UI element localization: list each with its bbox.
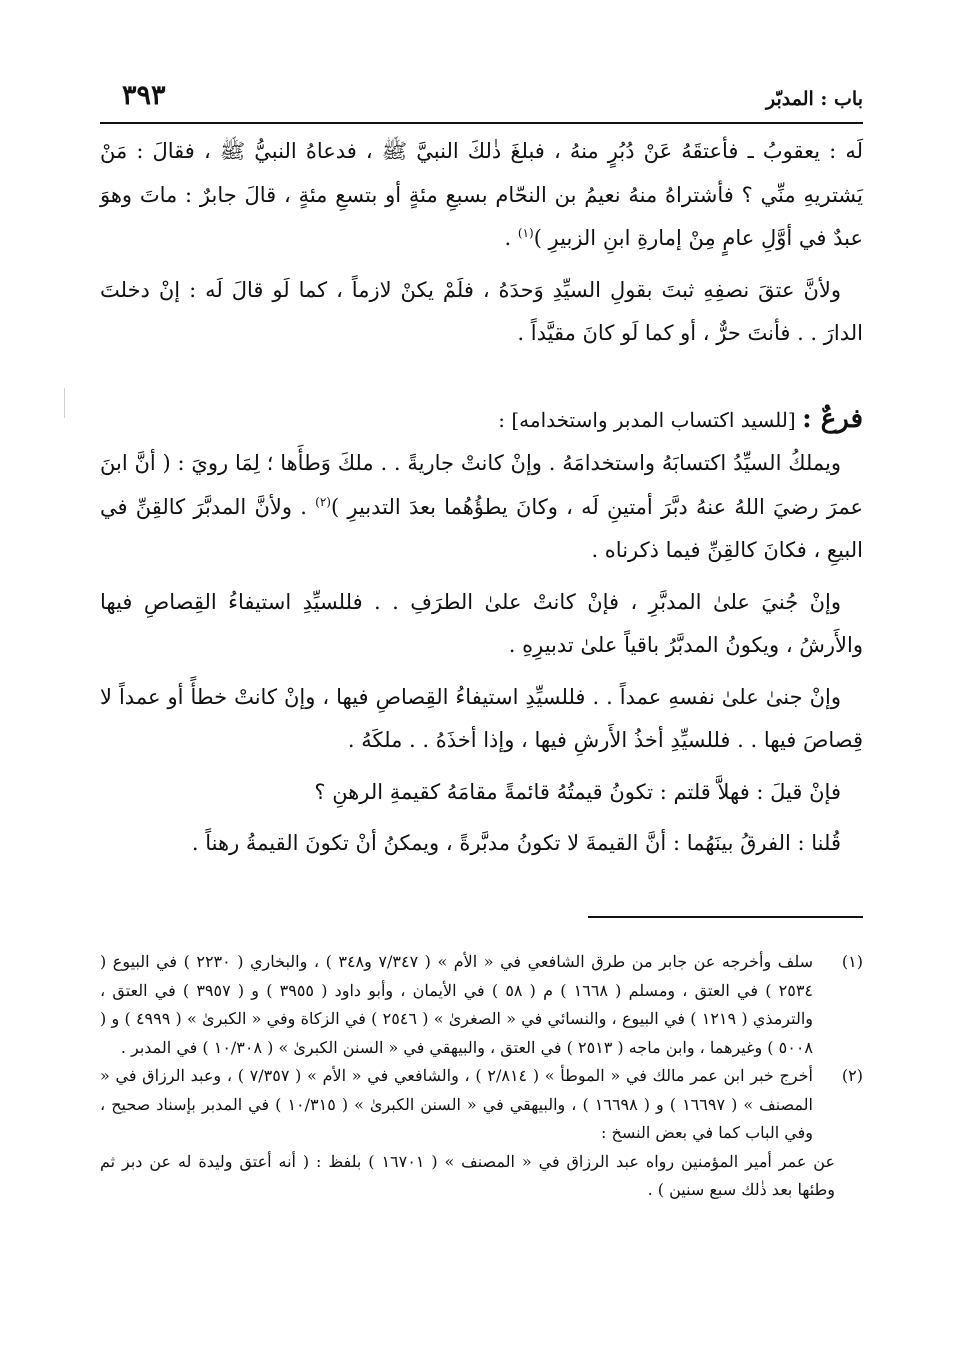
- paragraph-text: . ولأنَّ المدبَّرَ كالقِنِّ في البيعِ ، فكانَ كالقِنِّ فيما ذكرناه .: [100, 494, 863, 562]
- paragraph: قُلنا : الفرقُ بينَهُما : أنَّ القيمةَ لا تكونُ مدبَّرةً ، ويمكنُ أنْ تكونَ القيمةُ رهناً .: [191, 831, 841, 855]
- paragraph: وإنْ جُنيَ علىٰ المدبَّرِ ، فإنْ كانتْ علىٰ الطرَفِ . . فللسيِّدِ استيفاءُ القِصاصِ فيها والأَرشُ ، ويكونُ المدبَّرُ باقياً علىٰ تدبيرِهِ .: [100, 589, 863, 657]
- footnote-ref[interactable]: (٢): [315, 494, 331, 509]
- footnote-ref[interactable]: (١): [517, 226, 534, 240]
- paragraph: ولأنَّ عتقَ نصفِهِ ثبتَ بقولِ السيِّدِ وَحدَهُ ، فلَمْ يكنْ لازماً ، كما لَو قالَ لَه : إنْ دخلتَ الدارَ . . فأنتَ حرٌّ ، أو كما لَو كانَ مقيَّداً .: [100, 277, 863, 345]
- footnote-rule: [588, 916, 863, 918]
- heading-label: فرعٌ :: [802, 403, 863, 434]
- page-number: ٣٩٣: [122, 80, 166, 111]
- footnote-2: [100, 1062, 863, 1148]
- paragraph: وإنْ جنىٰ علىٰ نفسهِ عمداً . . فللسيِّدِ استيفاءُ القِصاصِ فيها ، وإنْ كانتْ خطأً أو عمداً لا قِصاصَ فيها . . فللسيِّدِ أخذُ الأَرشِ فيها ، وإذا أخذَهُ . . ملكَهُ .: [100, 684, 863, 752]
- paragraph-text: لَه : يعقوبُ ـ فأعتقَهُ عَنْ دُبُرٍ منهُ ، فبلغَ ذٰلكَ النبيَّ ﷺ ، فدعاهُ النبيُّ ﷺ ، فقالَ : مَنْ يَشتريهِ منِّي ؟ فأشتراهُ منهُ نعيمُ بن النحّام بسبعِ مئةٍ أو بتسعِ مئةٍ ، قالَ جابرٌ : ماتَ وهوَ عبدٌ في أوَّلِ عامٍ مِنْ إمارةِ ابنِ الزبيرِ ): [100, 139, 863, 250]
- footnotes: [100, 948, 863, 1205]
- section-heading: [100, 398, 863, 443]
- footnote-number: (١): [841, 952, 863, 971]
- running-head: باب : المدبّر: [765, 88, 863, 110]
- paragraph-end: .: [504, 226, 518, 250]
- page-header: [100, 78, 863, 118]
- paragraph-text: ويملكُ السيِّدُ اكتسابَهُ واستخدامَهُ . وإنْ كانتْ جاريةً . . ملكَ وَطأَها ؛ لِمَا رويَ : ( أنَّ ابنَ عمرَ رضيَ اللهُ عنهُ دبَّرَ أمتينِ لَه ، وكانَ يطؤُهُما بعدَ التدبيرِ ): [100, 451, 863, 519]
- heading-title: [للسيد اكتساب المدبر واستخدامه] :: [498, 407, 803, 432]
- footnote-continuation: عن عمر أمير المؤمنين رواه عبد الرزاق في « المصنف » ( ١٦٧٠١ ) بلفظ : ( أنه أعتق وليدة له عن دبر ثم وطئها بعد ذٰلك سبع سنين ) .: [100, 1151, 835, 1199]
- footnote-text: أخرج خبر ابن عمر مالك في « الموطأ » ( ٢/٨١٤ ) ، والشافعي في « الأم » ( ٧/٣٥٧ ) ، وعبد الرزاق في « المصنف » ( ١٦٦٩٧ ) و ( ١٦٦٩٨ ) ، والبيهقي في « السنن الكبرىٰ » ( ١٠/٣١٥ ) في المدبر بإسناد صحيح ، وفي الباب كما في بعض النسخ :: [100, 1066, 814, 1142]
- margin-mark: [64, 388, 65, 418]
- header-rule: [100, 122, 863, 124]
- footnote-1: [100, 948, 863, 1062]
- footnote-text: سلف وأخرجه عن جابر من طرق الشافعي في « الأم » ( ٧/٣٤٧ و٣٤٨ ) ، والبخاري ( ٢٢٣٠ ) في البيوع ( ٢٥٣٤ ) في العتق ، ومسلم ( ١٦٦٨ ) م ( ٥٨ ) في الأيمان ، وأبو داود ( ٣٩٥٥ ) و ( ٣٩٥٧ ) في العتق ، والترمذي ( ١٢١٩ ) في البيوع ، والنسائي في « الصغرىٰ » ( ٢٥٤٦ ) في الزكاة وفي « الكبرىٰ » ( ٤٩٩٩ ) و ( ٥٠٠٨ ) وغيرهما ، وابن ماجه ( ٢٥١٣ ) في العتق ، والبيهقي في « السنن الكبرىٰ » ( ١٠/٣٠٨ ) في المدبر .: [100, 952, 814, 1057]
- footnote-number: (٢): [841, 1066, 863, 1085]
- paragraph: [100, 442, 863, 573]
- main-text: [100, 130, 863, 874]
- paragraph: فإنْ قيلَ : فهلاَّ قلتم : تكونُ قيمتُهُ قائمةً مقامَهُ كقيمةِ الرهنِ ؟: [314, 779, 841, 804]
- paragraph: [100, 130, 863, 261]
